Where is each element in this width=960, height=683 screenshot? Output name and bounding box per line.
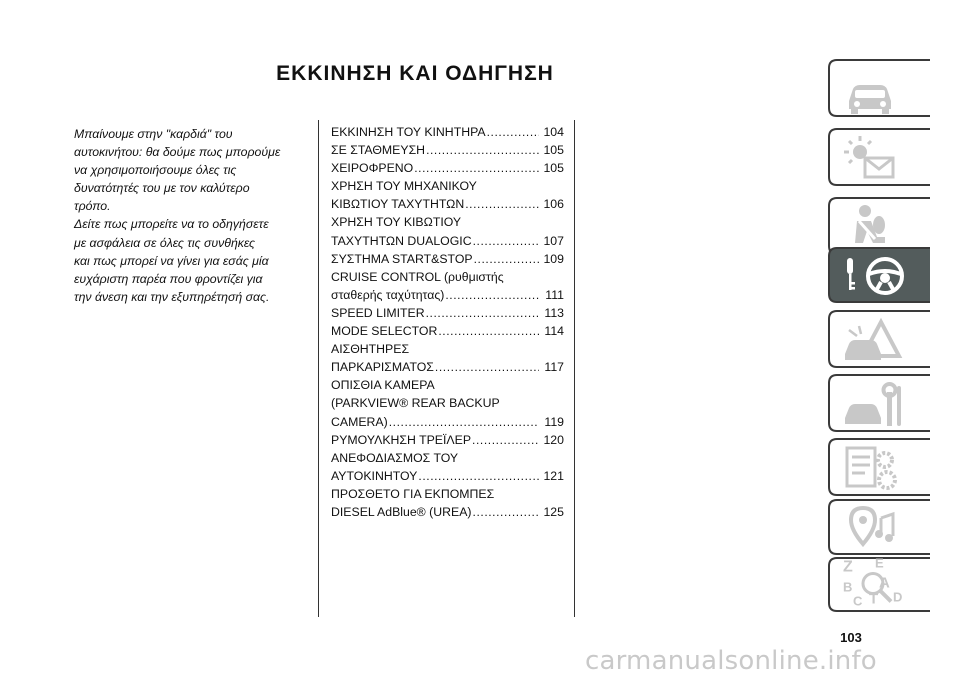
toc-entry-row — [331, 467, 564, 485]
toc-entry-label-line: ΧΡΗΣΗ ΤΟΥ ΜΗΧΑΝΙΚΟΥ — [331, 179, 477, 194]
toc-entry-page: 119 — [544, 414, 564, 429]
toc-entry-label-line: ΟΠΙΣΘΙΑ ΚΑΜΕΡΑ — [331, 378, 435, 393]
toc-entry-page: 104 — [543, 125, 564, 139]
toc-entry[interactable] — [331, 123, 564, 141]
intro-line: αυτοκινήτου: θα δούμε πως μπορούμε — [74, 145, 281, 160]
intro-line: Μπαίνουμε στην "καρδιά" του — [74, 127, 233, 141]
toc-entry-label-line: (PARKVIEW® REAR BACKUP — [331, 396, 500, 411]
toc-entry[interactable] — [331, 485, 564, 521]
toc-entry-label-line: ΡΥΜΟΥΛΚΗΣΗ ΤΡΕΪΛΕΡ — [331, 432, 472, 447]
toc-entry-label-line: ΤΑΧΥΤΗΤΩΝ DUALOGIC — [331, 233, 472, 248]
dot-leader — [473, 503, 539, 521]
toc-entry-label-line: ΑΝΕΦΟΔΙΑΣΜΟΣ ΤΟΥ — [331, 450, 459, 465]
toc-entry[interactable] — [331, 268, 564, 304]
toc-entry-row — [331, 304, 564, 322]
chapter-tab[interactable] — [827, 556, 930, 613]
toc-entry-row — [331, 413, 564, 431]
toc-entry[interactable] — [331, 304, 564, 322]
chapter-tab[interactable] — [827, 498, 930, 556]
toc-entry-label-line: ΧΡΗΣΗ ΤΟΥ ΚΙΒΩΤΙΟΥ — [331, 215, 462, 230]
intro-line: τρόπο. — [74, 199, 111, 214]
toc-entry-row — [331, 159, 564, 177]
toc-entry-label-line: ΑΥΤΟΚΙΝΗΤΟΥ — [331, 468, 418, 483]
dot-leader — [438, 322, 539, 340]
toc-entry-row — [331, 232, 564, 250]
toc-entry-label-line: ΧΕΙΡΟΦΡΕΝΟ — [331, 161, 414, 176]
toc-entry-label-line: DIESEL AdBlue® (UREA) — [331, 504, 472, 519]
chapter-intro — [74, 125, 304, 306]
toc-entry-row — [331, 141, 564, 159]
watermark: carmanualsonline.info — [585, 646, 877, 676]
toc-entry[interactable] — [331, 340, 564, 376]
toc-entry[interactable] — [331, 141, 564, 159]
chapter-tab[interactable] — [827, 246, 930, 304]
toc-entry-label-line: ΚΙΒΩΤΙΟΥ ΤΑΧΥΤΗΤΩΝ — [331, 197, 465, 212]
toc-entry-row — [331, 431, 564, 449]
toc-entry-label-line: ΠΑΡΚΑΡΙΣΜΑΤΟΣ — [331, 360, 434, 375]
intro-line: και πως μπορεί να γίνει για εσάς μία — [74, 253, 269, 268]
index-letter: C — [853, 593, 863, 609]
toc-entry-page: 111 — [545, 287, 564, 302]
toc-entry[interactable] — [331, 250, 564, 268]
toc-entry-label-line: ΑΙΣΘΗΤΗΡΕΣ — [331, 342, 410, 357]
toc-entry-page: 106 — [543, 197, 564, 212]
toc-entry-label-line: MODE SELECTOR — [331, 324, 438, 339]
toc-entry-page: 107 — [543, 233, 564, 248]
index-letter: E — [875, 556, 884, 571]
index-letter: D — [893, 589, 903, 605]
toc-entry-label-line: CAMERA) — [331, 414, 388, 429]
chapter-title: ΕΚΚΙΝΗΣΗ ΚΑΙ ΟΔΗΓΗΣΗ — [276, 62, 554, 85]
toc-entry[interactable] — [331, 322, 564, 340]
dot-leader — [414, 159, 539, 177]
dot-leader — [418, 467, 539, 485]
dot-leader — [426, 141, 539, 159]
dot-leader — [474, 250, 539, 268]
dot-leader — [465, 195, 539, 213]
dot-leader — [426, 304, 539, 322]
toc-entry[interactable] — [331, 213, 564, 249]
page-number: 103 — [840, 630, 862, 645]
chapter-tab[interactable] — [827, 309, 930, 369]
toc-entry-row — [331, 503, 564, 521]
dot-leader — [445, 286, 539, 304]
toc-entry-page: 105 — [543, 161, 564, 176]
toc-entry-page: 120 — [543, 432, 564, 447]
toc-entry[interactable] — [331, 177, 564, 213]
toc-entry-row — [331, 250, 564, 268]
toc-entry[interactable] — [331, 449, 564, 485]
chapter-tab[interactable] — [827, 127, 930, 187]
toc-entry-page: 121 — [543, 468, 564, 483]
toc-entry-label-line: σταθερής ταχύτητας) — [331, 287, 445, 302]
toc-entry-label-line: ΠΡΟΣΘΕΤΟ ΓΙΑ ΕΚΠΟΜΠΕΣ — [331, 486, 495, 501]
toc-entry-row — [331, 286, 564, 304]
index-letter: Z — [843, 558, 853, 576]
dot-leader — [487, 123, 539, 141]
index-letter: A — [879, 574, 890, 592]
chapter-tab[interactable] — [827, 58, 930, 118]
dot-leader — [472, 431, 539, 449]
table-of-contents — [331, 123, 564, 521]
toc-entry-page: 114 — [544, 324, 564, 339]
column-divider-right — [574, 120, 575, 617]
dot-leader — [473, 232, 539, 250]
dot-leader — [435, 358, 539, 376]
intro-line: να χρησιμοποιήσουμε όλες τις — [74, 163, 237, 178]
toc-entry-label-line: ΣΥΣΤΗΜΑ START&STOP — [331, 251, 473, 266]
toc-entry-page: 113 — [544, 305, 564, 320]
index-letter: T — [869, 590, 879, 608]
chapter-tab[interactable] — [827, 437, 930, 497]
intro-line: δυνατότητές του με τον καλύτερο — [74, 181, 250, 196]
toc-entry-page: 105 — [543, 143, 564, 158]
toc-entry-label-line: ΣΕ ΣΤΑΘΜΕΥΣΗ — [331, 143, 426, 158]
intro-line: ευχάριστη παρέα που φροντίζει για — [74, 271, 263, 286]
toc-entry-label-line: ΕΚΚΙΝΗΣΗ ΤΟΥ ΚΙΝΗΤΗΡΑ — [331, 125, 486, 139]
toc-entry[interactable] — [331, 376, 564, 430]
toc-entry-page: 125 — [543, 504, 564, 519]
column-divider-left — [318, 120, 319, 617]
dot-leader — [389, 413, 539, 431]
toc-entry-row — [331, 123, 564, 141]
intro-line: την άνεση και την εξυπηρέτησή σας. — [74, 289, 270, 304]
toc-entry-page: 109 — [543, 251, 564, 266]
toc-entry[interactable] — [331, 159, 564, 177]
toc-entry-page: 117 — [544, 360, 564, 375]
toc-entry-row — [331, 195, 564, 213]
chapter-tab[interactable] — [827, 373, 930, 433]
intro-line: Δείτε πως μπορείτε να το οδηγήσετε — [74, 217, 269, 232]
toc-entry-label-line: SPEED LIMITER — [331, 305, 425, 320]
intro-line: με ασφάλεια σε όλες τις συνθήκες — [74, 235, 255, 250]
index-letter: B — [843, 579, 853, 595]
toc-entry-row — [331, 358, 564, 376]
toc-entry-row — [331, 322, 564, 340]
toc-entry-label-line: CRUISE CONTROL (ρυθμιστής — [331, 269, 504, 284]
toc-entry[interactable] — [331, 431, 564, 449]
